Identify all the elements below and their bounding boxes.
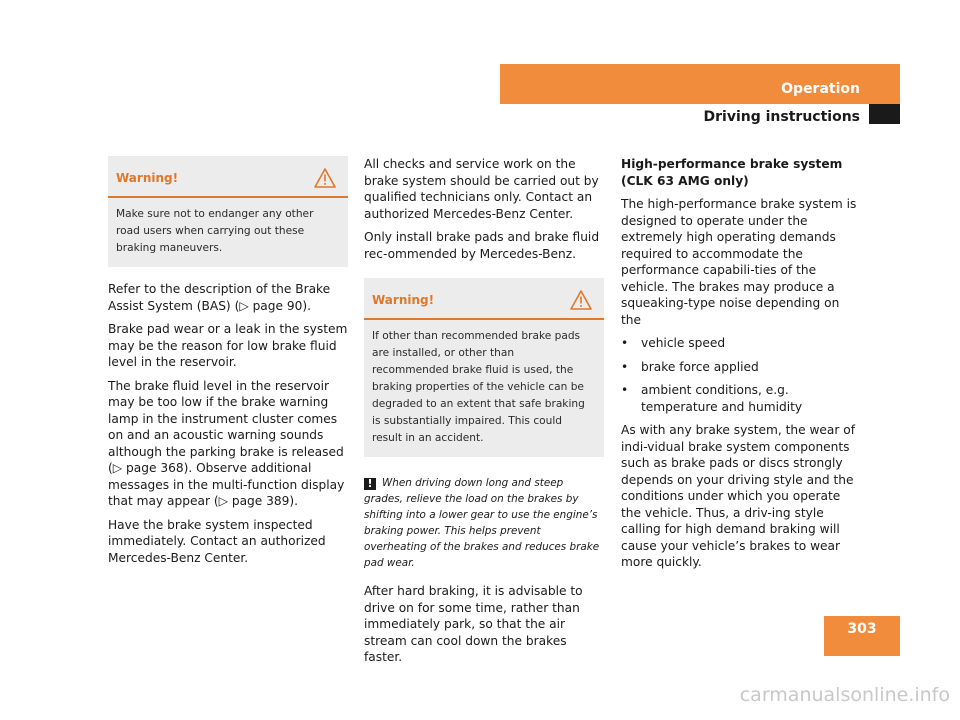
paragraph: All checks and service work on the brake system should be carried out by qualified technicians only. Contact an authorized Mercedes-Benz Center. — [364, 157, 599, 221]
paragraph: Brake pad wear or a leak in the system may be the reason for low brake fluid level in the reservoir. — [108, 322, 348, 369]
section-heading — [621, 156, 861, 189]
warning-text: Make sure not to endanger any other road users when carrying out these braking maneuvers. — [116, 208, 314, 254]
warning-header — [108, 156, 348, 198]
warning-header — [364, 278, 604, 320]
list-item: • ambient conditions, e.g. temperature and humidity — [621, 382, 861, 415]
note-text: When driving down long and steep grades, relieve the load on the brakes by shifting into a lower gear to use the engine’s braking power. This helps prevent overheating of the brakes and reduces brake pad wear. — [364, 477, 600, 569]
list-item: • vehicle speed — [621, 335, 861, 352]
section-title: Operation — [781, 81, 860, 97]
header-marker-block — [869, 104, 900, 124]
warning-title: Warning! — [116, 170, 179, 185]
warning-triangle-icon — [314, 168, 336, 188]
bullet-list — [621, 335, 861, 415]
subsection-title: Driving instructions — [703, 109, 860, 125]
paragraph: The brake fluid level in the reservoir may be too low if the brake warning lamp in the instrument cluster comes on and an acoustic warning sounds although the parking brake is released (▷ page 368). Observe additional messages in the multi-function display that may appear (▷ page 389). — [108, 378, 345, 508]
column-1 — [108, 156, 348, 573]
heading-line-2: (CLK 63 AMG only) — [621, 173, 749, 188]
column-3 — [621, 156, 861, 578]
page-number: 303 — [824, 616, 900, 656]
warning-text: If other than recommended brake pads are installed, or other than recommended brake fluid is used, the braking properties of the vehicle can be degraded to an extent that safe braking is substantially impaired. This could result in an accident. — [372, 330, 585, 444]
warning-title: Warning! — [372, 292, 435, 307]
warning-box — [364, 278, 604, 457]
exclamation-icon: ! — [364, 478, 376, 490]
paragraph: Refer to the description of the Brake Assist System (BAS) (▷ page 90). — [108, 282, 331, 313]
list-item: • brake force applied — [621, 359, 861, 376]
column-2 — [364, 156, 604, 673]
paragraph: The high-performance brake system is designed to operate under the extremely high operating demands required to accommodate the performance capabili-ties of the vehicle. The brakes may produce a squeaking-type noise depending on the — [621, 197, 857, 327]
paragraph: Have the brake system inspected immediately. Contact an authorized Mercedes-Benz Center. — [108, 517, 326, 565]
note — [364, 475, 604, 571]
watermark: carmanualsonline.info — [739, 684, 950, 706]
warning-box — [108, 156, 348, 267]
warning-triangle-icon — [570, 290, 592, 310]
paragraph: Only install brake pads and brake fluid rec-ommended by Mercedes-Benz. — [364, 230, 600, 261]
heading-line-1: High-performance brake system — [621, 157, 843, 171]
paragraph: After hard braking, it is advisable to drive on for some time, rather than immediately park, so that the air stream can cool down the brakes faster. — [364, 584, 583, 664]
paragraph: As with any brake system, the wear of indi-vidual brake system components such as brake pads or discs strongly depends on your driving style and the conditions under which you operate the vehicle. Thus, a driv-ing style calling for high demand braking will cause your vehicle’s brakes to wear more quickly. — [621, 423, 856, 569]
